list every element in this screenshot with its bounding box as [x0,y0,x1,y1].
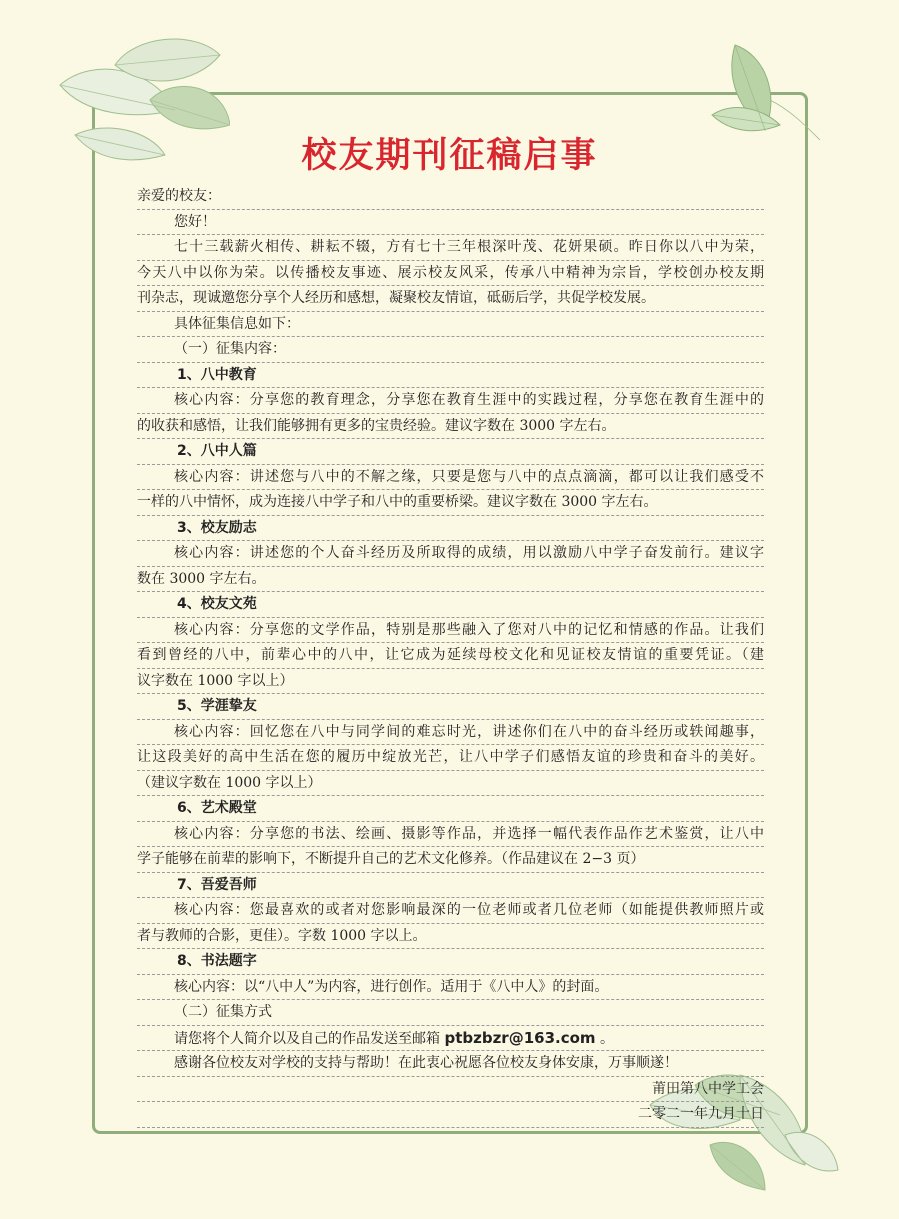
category-text: 的收获和感悟，让我们能够拥有更多的宝贵经验。建议字数在 3000 字左右。 [137,414,764,440]
category-text: 者与教师的合影，更佳）。字数 1000 字以上。 [137,924,764,950]
greeting: 您好！ [137,210,764,236]
category-text: 数在 3000 字左右。 [137,567,764,593]
section-heading: （二）征集方式 [137,1000,764,1026]
intro-line: 今天八中以你为荣。以传播校友事迹、展示校友风采，传承八中精神为宗旨，学校创办校友期 [137,261,764,287]
category-text: 学子能够在前辈的影响下，不断提升自己的艺术文化修养。（作品建议在 2−3 页） [137,847,764,873]
category-text: 看到曾经的八中，前辈心中的八中，让它成为延续母校文化和见证校友情谊的重要凭证。（建 [137,643,764,669]
category-text: 议字数在 1000 字以上） [137,669,764,695]
date: 二零二一年九月十日 [137,1102,764,1128]
category-text: 核心内容：讲述您的个人奋斗经历及所取得的成绩，用以激励八中学子奋发前行。建议字 [137,541,764,567]
category-text: 一样的八中情怀，成为连接八中学子和八中的重要桥梁。建议字数在 3000 字左右。 [137,490,764,516]
leaf-cluster-icon [710,40,830,140]
category-heading: 1、八中教育 [137,363,764,389]
intro-line: 七十三载薪火相传、耕耘不辍，方有七十三年根深叶茂、花妍果硕。昨日你以八中为荣， [137,235,764,261]
category-heading: 8、书法题字 [137,949,764,975]
category-heading: 4、校友文苑 [137,592,764,618]
section-heading: （一）征集内容： [137,337,764,363]
thanks-line: 感谢各位校友对学校的支持与帮助！在此衷心祝愿各位校友身体安康，万事顺遂！ [137,1051,764,1077]
info-intro: 具体征集信息如下： [137,312,764,338]
page-title: 校友期刊征稿启事 [301,135,598,176]
submission-line [137,1026,764,1052]
signature: 莆田第八中学工会 [137,1077,764,1103]
category-heading: 6、艺术殿堂 [137,796,764,822]
category-heading: 7、吾爱吾师 [137,873,764,899]
category-heading: 3、校友励志 [137,516,764,542]
salutation: 亲爱的校友： [137,184,764,210]
category-text: 核心内容：回忆您在八中与同学间的难忘时光，讲述你们在八中的奋斗经历或轶闻趣事， [137,720,764,746]
category-heading: 5、学涯挚友 [137,694,764,720]
category-text: 核心内容：分享您的教育理念，分享您在教育生涯中的实践过程，分享您在教育生涯中的 [137,388,764,414]
submission-suffix: 。 [599,1030,614,1047]
category-text: 核心内容：分享您的书法、绘画、摄影等作品，并选择一幅代表作品作艺术鉴赏，让八中 [137,822,764,848]
letter-body [137,184,764,1128]
submission-prefix: 请您将个人简介以及自己的作品发送至邮箱 [174,1030,440,1047]
category-text: 核心内容：分享您的文学作品，特别是那些融入了您对八中的记忆和情感的作品。让我们 [137,618,764,644]
category-text: 核心内容：讲述您与八中的不解之缘，只要是您与八中的点点滴滴，都可以让我们感受不 [137,465,764,491]
category-text: 核心内容：以“八中人”为内容，进行创作。适用于《八中人》的封面。 [137,975,764,1001]
category-heading: 2、八中人篇 [137,439,764,465]
category-text: （建议字数在 1000 字以上） [137,771,764,797]
email-address[interactable]: ptbzbzr@163.com [444,1028,596,1047]
category-text: 让这段美好的高中生活在您的履历中绽放光芒，让八中学子们感悟友谊的珍贵和奋斗的美好。 [137,745,764,771]
intro-line: 刊杂志，现诚邀您分享个人经历和感想，凝聚校友情谊，砥砺后学，共促学校发展。 [137,286,764,312]
category-text: 核心内容：您最喜欢的或者对您影响最深的一位老师或者几位老师（如能提供教师照片或 [137,898,764,924]
